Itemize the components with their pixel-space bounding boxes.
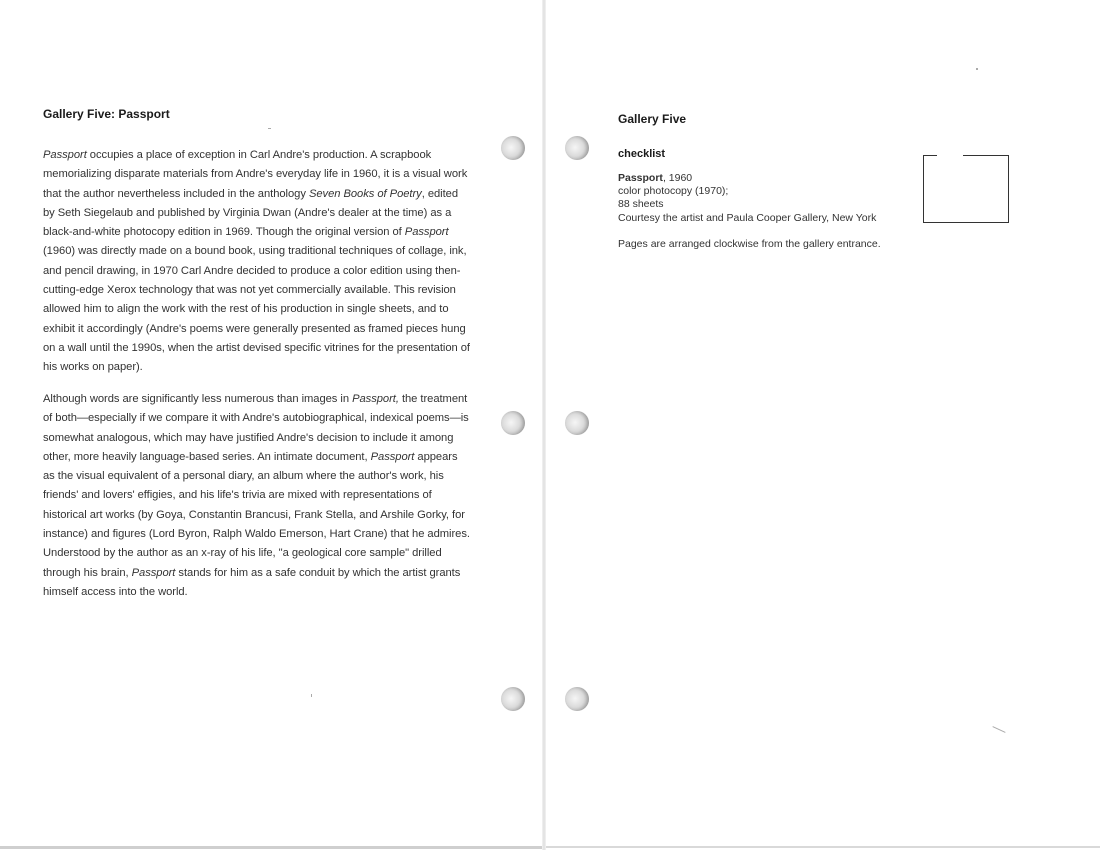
text-run: , edited by Seth Siegelaub and published by Virginia Dwan (Andre's dealer at the time) as a black-and-white photocopy edition in 1969. Though the original version of (43, 187, 459, 239)
entry-year: , 1960 (662, 172, 693, 184)
entry-title: Passport (618, 172, 663, 184)
text-run: the treatment of both—especially if we compare it with Andre's autobiographical, indexical poems—is somewhat analogous, which may have justified Andre's decision to include it among other, more heavily language-based series. An intimate document, (43, 393, 469, 463)
entry-title-line (618, 172, 918, 185)
left-page-heading: Gallery Five: Passport (43, 107, 170, 121)
text-run: occupies a place of exception in Carl Andre's production. A scrapbook memorializing disparate materials from Andre's everyday life in 1960, it is a visual work that the author nevertheless included in the anthology (43, 149, 468, 200)
italic-title-run: Passport (43, 149, 87, 161)
italic-title-run: Seven Books of Poetry (308, 187, 422, 200)
binder-hole-icon (501, 136, 525, 160)
binder-hole-icon (501, 687, 525, 711)
gallery-floorplan-icon (923, 155, 1009, 223)
italic-title-run: Passport, (352, 393, 399, 405)
paper-speck (311, 694, 312, 697)
italic-title-run: Passport (131, 566, 176, 579)
essay-paragraph-1 (43, 146, 471, 378)
binder-hole-icon (565, 687, 589, 711)
text-run: stands for him as a safe conduit by which the artist grants himself access into the world. (43, 566, 461, 598)
checklist-entry (618, 172, 918, 225)
paper-speck (268, 128, 271, 129)
text-run: Although words are significantly less numerous than images in (43, 393, 353, 405)
entry-extent: 88 sheets (618, 198, 664, 211)
essay-paragraph-2 (43, 390, 471, 602)
left-page (0, 0, 544, 849)
entry-medium: color photocopy (1970); (618, 185, 729, 198)
right-page (546, 0, 1100, 848)
binder-hole-icon (565, 136, 589, 160)
checklist-title: checklist (618, 148, 666, 160)
paper-speck (976, 68, 978, 70)
gallery-entrance-gap (937, 154, 963, 157)
binder-hole-icon (565, 411, 589, 435)
italic-title-run: Passport (404, 226, 449, 239)
binder-hole-icon (501, 411, 525, 435)
text-run: appears as the visual equivalent of a personal diary, an album where the author's work, his friends' and lovers' effigies, and his life's trivia are mixed with representations of historical art works (by Goya, Constantin Brancusi, Frank Stella, and Arshile Gorky, for instance) and figures (Lord Byron, Ralph Waldo Emerson, Hart Crane) that he admires. Understood by the author as an x-ray of his life, "a geological core sample" drilled through his brain, (43, 450, 470, 579)
italic-title-run: Passport (370, 450, 415, 463)
entry-credit: Courtesy the artist and Paula Cooper Gallery, New York (618, 211, 877, 224)
arrangement-note: Pages are arranged clockwise from the gallery entrance. (618, 238, 881, 250)
right-page-heading: Gallery Five (618, 112, 687, 126)
text-run: (1960) was directly made on a bound book, using traditional techniques of collage, ink, and pencil drawing, in 1970 Carl Andre decided to produce a color edition using then-cutting-edge Xerox technology that was not yet commercially available. This revision allowed him to align the work with the rest of his production in single sheets, and to exhibit it accordingly (Andre's poems were generally presented as framed pieces hung on a wall until the 1990s, when the artist devised specific vitrines for the presentation of his works on paper). (43, 245, 470, 374)
paper-speck (992, 726, 1005, 733)
